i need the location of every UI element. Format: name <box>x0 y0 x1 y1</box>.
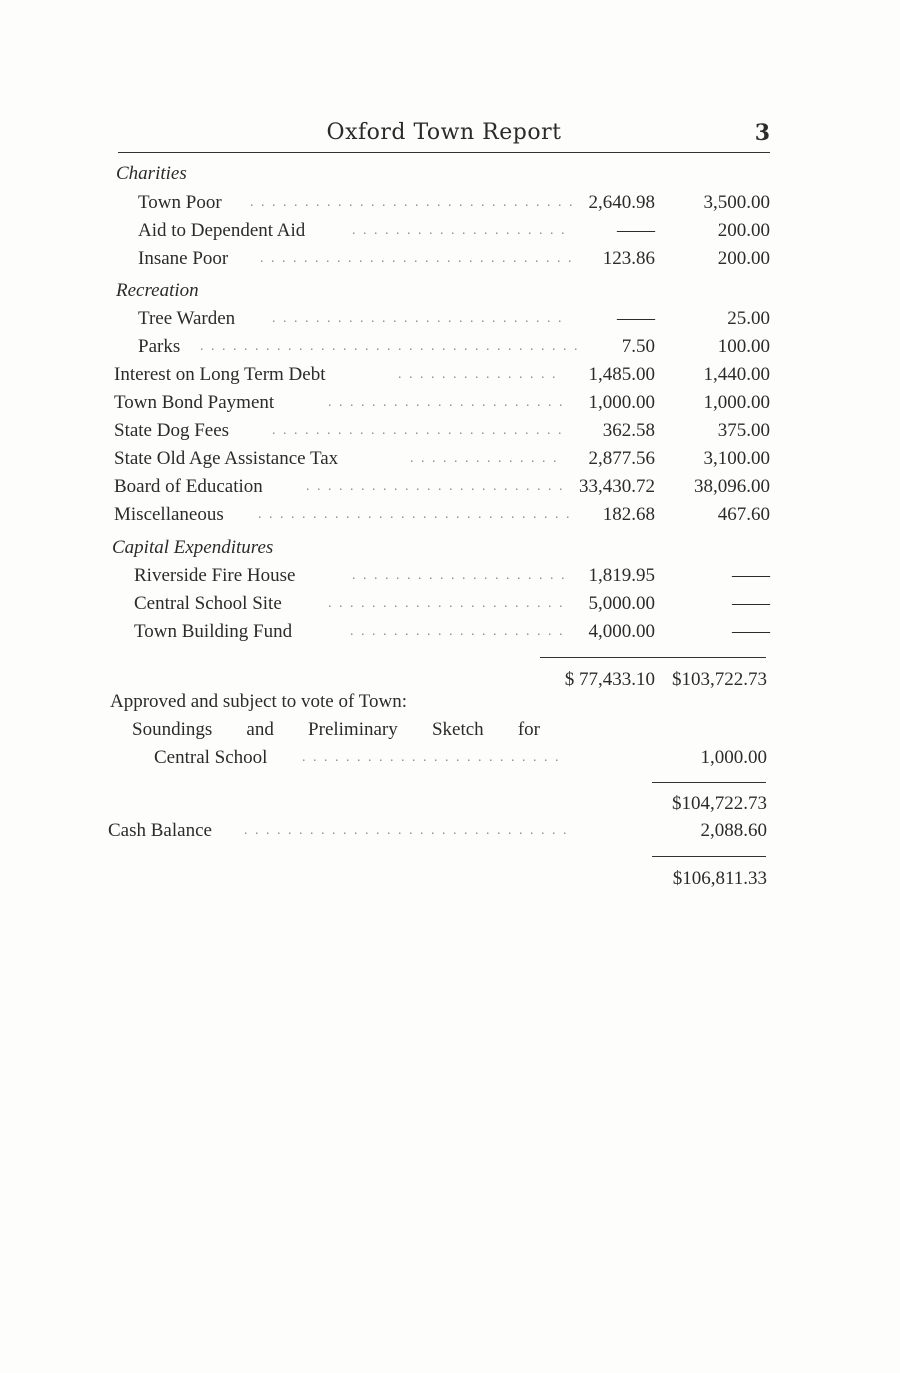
page-number: 3 <box>754 120 770 146</box>
row-label: Central School <box>154 747 268 768</box>
value-1948: —— <box>732 621 770 642</box>
dot-leader: . . . . . . . . . . . . . . . . . . . . . . . . . . . <box>272 423 564 438</box>
row-label: Town Poor <box>138 192 222 213</box>
table-row <box>0 473 900 501</box>
total-row <box>0 790 900 818</box>
grand-total: $106,811.33 <box>672 868 767 889</box>
value-1947: 1,819.95 <box>588 565 655 586</box>
row-label: State Old Age Assistance Tax <box>114 448 339 469</box>
dot-leader: . . . . . . . . . . . . . . . . . . . . . . . . <box>302 750 561 765</box>
value-1947: 362.58 <box>602 420 655 441</box>
dot-leader: . . . . . . . . . . . . . . . . . . . . <box>352 223 567 238</box>
approved-line-1: Approved and subject to vote of Town: <box>110 691 407 712</box>
dot-leader: . . . . . . . . . . . . . . . . . . . . . . . . . . . . . . <box>250 195 575 210</box>
dot-leader: . . . . . . . . . . . . . . . . . . . . . . . . . . . . . . . . . . . <box>200 339 580 354</box>
value-1948: 3,100.00 <box>703 448 770 469</box>
grand-total-row <box>0 865 900 893</box>
dot-leader: . . . . . . . . . . . . . . . . . . . . . . . . . . . . . . <box>244 823 569 838</box>
value-1948: 200.00 <box>717 248 770 269</box>
row-label: Aid to Dependent Aid <box>138 220 306 241</box>
approved-row <box>0 744 900 772</box>
table-row <box>0 305 900 333</box>
approved-line-2: Soundings and Preliminary Sketch for <box>132 719 540 740</box>
dot-leader: . . . . . . . . . . . . . . . <box>398 367 558 382</box>
row-label: Town Bond Payment <box>114 392 275 413</box>
value-1948: 1,000.00 <box>703 392 770 413</box>
subtotal-rule <box>540 657 766 658</box>
cash-balance-row <box>0 817 900 845</box>
page-header <box>118 118 770 153</box>
row-label: Board of Education <box>114 476 263 497</box>
subtotal-1948: $103,722.73 <box>672 669 767 690</box>
value-1948: —— <box>732 593 770 614</box>
dot-leader: . . . . . . . . . . . . . . . . . . . . . . . . . . . . . <box>258 507 572 522</box>
value-1948: 38,096.00 <box>694 476 770 497</box>
approved-amount: 1,000.00 <box>700 747 767 768</box>
table-row <box>0 445 900 473</box>
dot-leader: . . . . . . . . . . . . . . . . . . . . <box>352 568 567 583</box>
row-label: Insane Poor <box>138 248 229 269</box>
row-label: Cash Balance <box>108 820 212 841</box>
value-1947: 2,877.56 <box>588 448 655 469</box>
value-1948: —— <box>732 565 770 586</box>
value-1947: 5,000.00 <box>588 593 655 614</box>
section-heading-recreation: Recreation <box>116 280 199 301</box>
row-label: State Dog Fees <box>114 420 230 441</box>
value-1947: 2,640.98 <box>588 192 655 213</box>
table-row <box>0 217 900 245</box>
cash-balance-amount: 2,088.60 <box>700 820 767 841</box>
value-1947: 1,000.00 <box>588 392 655 413</box>
total-after-approved: $104,722.73 <box>672 793 767 814</box>
value-1948: 200.00 <box>717 220 770 241</box>
grand-total-rule <box>652 856 766 857</box>
table-row <box>0 501 900 529</box>
value-1947: 1,485.00 <box>588 364 655 385</box>
row-label: Central School Site <box>134 593 282 614</box>
total-rule <box>652 782 766 783</box>
dot-leader: . . . . . . . . . . . . . . . . . . . . . . . . <box>306 479 565 494</box>
value-1947: 4,000.00 <box>588 621 655 642</box>
report-title: Oxford Town Report <box>326 120 562 145</box>
table-row <box>0 562 900 590</box>
row-label: Town Building Fund <box>134 621 293 642</box>
table-row <box>0 333 900 361</box>
value-1948: 375.00 <box>717 420 770 441</box>
value-1947: 182.68 <box>602 504 655 525</box>
table-row <box>0 245 900 273</box>
dot-leader: . . . . . . . . . . . . . . . . . . . . . . . . . . . <box>272 311 564 326</box>
table-row <box>0 618 900 646</box>
row-label: Parks <box>138 336 181 357</box>
section-heading-capital-expenditures: Capital Expenditures <box>112 537 274 558</box>
value-1948: 467.60 <box>717 504 770 525</box>
dot-leader: . . . . . . . . . . . . . . . . . . . . . . <box>328 395 565 410</box>
table-row <box>0 590 900 618</box>
row-label: Tree Warden <box>138 308 236 329</box>
row-label: Miscellaneous <box>114 504 224 525</box>
row-label: Riverside Fire House <box>134 565 296 586</box>
table-row <box>0 417 900 445</box>
dot-leader: . . . . . . . . . . . . . . <box>410 451 559 466</box>
table-row <box>0 389 900 417</box>
row-label: Interest on Long Term Debt <box>114 364 326 385</box>
value-1948: 25.00 <box>727 308 770 329</box>
table-row <box>0 189 900 217</box>
value-1947: —— <box>617 220 655 241</box>
value-1947: 123.86 <box>602 248 655 269</box>
value-1947: 7.50 <box>621 336 655 357</box>
value-1947: 33,430.72 <box>579 476 655 497</box>
dot-leader: . . . . . . . . . . . . . . . . . . . . . . . . . . . . . <box>260 251 574 266</box>
value-1948: 100.00 <box>717 336 770 357</box>
value-1948: 1,440.00 <box>703 364 770 385</box>
section-heading-charities: Charities <box>116 163 187 184</box>
subtotal-1947: $ 77,433.10 <box>564 669 655 690</box>
dot-leader: . . . . . . . . . . . . . . . . . . . . <box>350 624 565 639</box>
dot-leader: . . . . . . . . . . . . . . . . . . . . . . <box>328 596 565 611</box>
value-1948: 3,500.00 <box>703 192 770 213</box>
table-row <box>0 361 900 389</box>
value-1947: —— <box>617 308 655 329</box>
